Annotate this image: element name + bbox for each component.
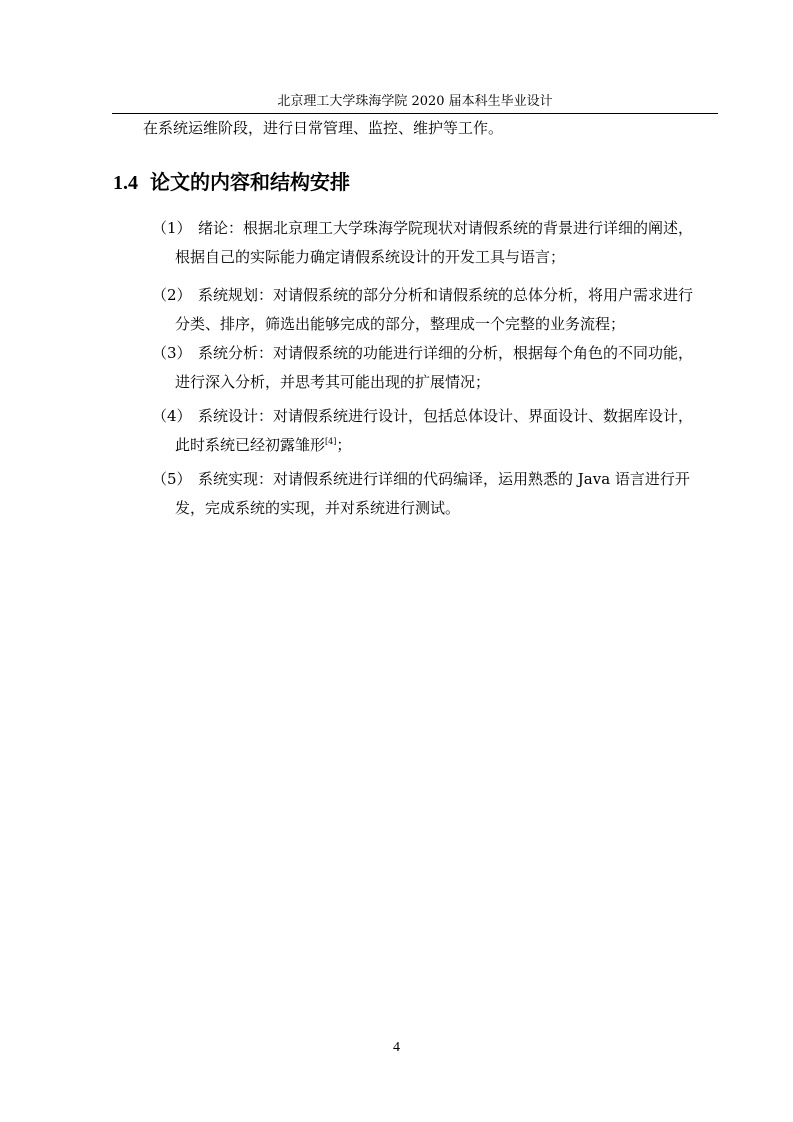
list-item-continuation: 根据自己的实际能力确定请假系统设计的开发工具与语言；	[175, 248, 566, 266]
running-header: 北京理工大学珠海学院 2020 届本科生毕业设计	[277, 94, 553, 109]
list-item-first-line	[152, 402, 722, 431]
list-item-continuation: 分类、排序，筛选出能够完成的部分，整理成一个完整的业务流程；	[175, 315, 626, 333]
list-item	[152, 465, 722, 523]
list-item	[152, 339, 722, 397]
list-item-text: 系统分析：对请假系统的功能进行详细的分析，根据每个角色的不同功能，	[198, 344, 694, 362]
list-item-marker: （1）	[152, 219, 192, 237]
list-item-continuation-text: 此时系统已经初露雏形	[175, 436, 326, 454]
list-item-continuation: 进行深入分析，并思考其可能出现的扩展情况；	[175, 373, 491, 391]
intro-paragraph: 在系统运维阶段，进行日常管理、监控、维护等工作。	[143, 119, 504, 137]
citation-reference: [4]	[325, 437, 337, 446]
page-number: 4	[393, 1040, 400, 1055]
list-item-text: 系统实现：对请假系统进行详细的代码编译，运用熟悉的 Java 语言进行开	[198, 470, 690, 488]
list-item-continuation	[152, 431, 722, 460]
list-item-continuation-end: ；	[336, 436, 352, 454]
list-item-first-line	[152, 281, 722, 310]
section-number: 1.4	[113, 172, 138, 194]
list-item-marker: （2）	[152, 286, 192, 304]
list-item-text: 系统规划：对请假系统的部分分析和请假系统的总体分析，将用户需求进行	[198, 286, 694, 304]
list-item	[152, 402, 722, 460]
list-item-first-line	[152, 465, 722, 494]
section-heading	[113, 169, 350, 196]
list-item	[152, 214, 722, 272]
list-item	[152, 281, 722, 339]
list-item-marker: （4）	[152, 407, 192, 425]
section-title: 论文的内容和结构安排	[150, 170, 350, 194]
header-divider	[112, 113, 718, 114]
list-item-first-line	[152, 214, 722, 243]
list-item-text: 绪论：根据北京理工大学珠海学院现状对请假系统的背景进行详细的阐述，	[198, 219, 694, 237]
list-item-continuation: 发，完成系统的实现，并对系统进行测试。	[175, 499, 461, 517]
list-item-marker: （3）	[152, 344, 192, 362]
list-item-marker: （5）	[152, 470, 192, 488]
list-item-text: 系统设计：对请假系统进行设计，包括总体设计、界面设计、数据库设计，	[198, 407, 694, 425]
list-item-first-line	[152, 339, 722, 368]
